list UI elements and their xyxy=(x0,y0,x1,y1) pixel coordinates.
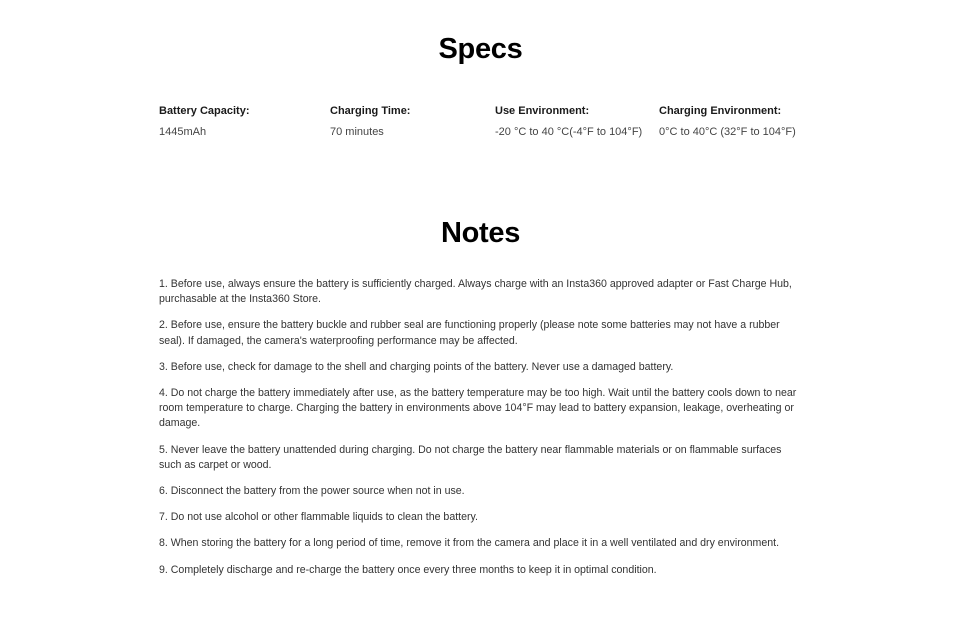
note-item: 3. Before use, check for damage to the shell and charging points of the battery. Never use a damaged battery. xyxy=(159,360,674,373)
spec-value: -20 °C to 40 °C(-4°F to 104°F) xyxy=(495,126,643,138)
note-item: 2. Before use, ensure the battery buckle and rubber seal are functioning properly (please note some batteries may not have a rubber seal). If damaged, the camera's waterproofing performance may be affected. xyxy=(159,319,780,347)
spec-battery-capacity xyxy=(159,104,249,139)
spec-value: 70 minutes xyxy=(330,126,384,138)
specs-table xyxy=(159,104,799,148)
note-item: 6. Disconnect the battery from the power source when not in use. xyxy=(159,485,465,498)
note-item: 8. When storing the battery for a long period of time, remove it from the camera and place it in a well ventilated and dry environment. xyxy=(159,537,780,550)
spec-label: Charging Environment: xyxy=(659,105,782,117)
spec-use-environment xyxy=(495,104,642,139)
notes-heading: Notes xyxy=(440,217,521,249)
specs-heading: Specs xyxy=(438,33,523,65)
note-item: 1. Before use, always ensure the battery is sufficiently charged. Always charge with an Insta360 approved adapter or Fast Charge Hub, purchasable at the Insta360 Store. xyxy=(159,278,792,306)
spec-label: Charging Time: xyxy=(330,105,411,117)
spec-value: 0°C to 40°C (32°F to 104°F) xyxy=(659,126,796,138)
spec-label: Battery Capacity: xyxy=(159,105,250,117)
notes-list xyxy=(159,277,801,589)
spec-label: Use Environment: xyxy=(495,105,590,117)
spec-charging-time xyxy=(330,104,410,139)
note-item: 5. Never leave the battery unattended during charging. Do not charge the battery near flammable materials or on flammable surfaces such as carpet or wood. xyxy=(159,443,782,471)
spec-value: 1445mAh xyxy=(159,126,207,138)
note-item: 4. Do not charge the battery immediately after use, as the battery temperature may be too high. Wait until the battery cools down to near room temperature to charge. Charging the battery in environments above 104°F may lead to battery expansion, leakage, overheating or damage. xyxy=(159,387,797,430)
note-item: 7. Do not use alcohol or other flammable liquids to clean the battery. xyxy=(159,511,478,524)
spec-charging-environment xyxy=(659,104,796,139)
note-item: 9. Completely discharge and re-charge the battery once every three months to keep it in optimal condition. xyxy=(159,563,657,576)
